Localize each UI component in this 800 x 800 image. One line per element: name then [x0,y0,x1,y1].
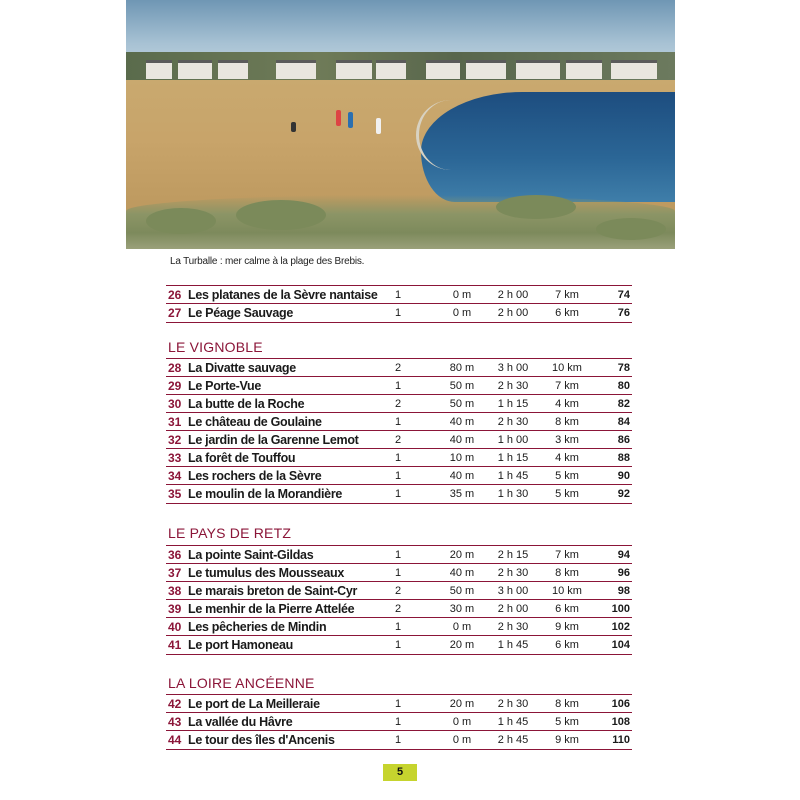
walk-elevation: 40 m [449,416,475,428]
table-row[interactable] [166,599,632,618]
walk-page: 92 [617,488,630,500]
walk-duration: 2 h 30 [497,621,529,633]
walk-distance: 7 km [555,380,579,392]
walk-difficulty: 2 [394,362,402,374]
photo-house [336,60,372,79]
walk-difficulty: 1 [394,698,402,710]
walk-name: Le Porte-Vue [188,379,262,393]
photo-shoreline [416,100,499,170]
walk-page: 94 [617,549,630,561]
walk-duration: 2 h 00 [497,603,529,615]
walk-duration: 1 h 45 [497,716,529,728]
walk-distance: 9 km [555,621,579,633]
walk-elevation: 0 m [452,716,472,728]
walk-difficulty: 1 [394,716,402,728]
photo-person [348,112,353,128]
walk-difficulty: 1 [394,621,402,633]
table-row[interactable] [166,484,632,504]
photo-house [426,60,460,79]
table-row[interactable] [166,466,632,485]
walk-distance: 6 km [555,639,579,651]
walk-elevation: 80 m [449,362,475,374]
section-title-loire-anceenne: LA LOIRE ANCÉENNE [168,675,315,691]
table-row[interactable] [166,376,632,395]
walk-elevation: 40 m [449,470,475,482]
photo-house [276,60,316,79]
photo-person [376,118,381,134]
walk-elevation: 0 m [452,307,472,319]
walk-name: La Divatte sauvage [188,361,296,375]
walk-page: 82 [617,398,630,410]
walk-name: Les pêcheries de Mindin [188,620,327,634]
table-row[interactable] [166,394,632,413]
walk-page: 80 [617,380,630,392]
photo-house [218,60,248,79]
walk-page: 98 [617,585,630,597]
photo-house [146,60,172,79]
walk-difficulty: 1 [394,470,402,482]
table-row[interactable] [166,694,632,713]
walk-number: 44 [168,733,182,747]
walk-number: 30 [168,397,182,411]
photo-bush [146,208,216,234]
walk-elevation: 40 m [449,434,475,446]
walk-elevation: 50 m [449,398,475,410]
walk-distance: 3 km [555,434,579,446]
walk-elevation: 50 m [449,585,475,597]
walk-name: Le jardin de la Garenne Lemot [188,433,359,447]
walk-page: 106 [611,698,630,710]
walk-duration: 2 h 30 [497,416,529,428]
walk-number: 32 [168,433,182,447]
walk-distance: 6 km [555,603,579,615]
walk-page: 96 [617,567,630,579]
walk-number: 39 [168,602,182,616]
walk-number: 37 [168,566,182,580]
walk-elevation: 20 m [449,698,475,710]
walk-duration: 1 h 45 [497,470,529,482]
walk-distance: 4 km [555,398,579,410]
walk-number: 29 [168,379,182,393]
walk-distance: 8 km [555,567,579,579]
walk-distance: 8 km [555,698,579,710]
photo-person [291,122,296,132]
walk-name: Les platanes de la Sèvre nantaise [188,288,378,302]
walk-number: 33 [168,451,182,465]
walk-name: Le tumulus des Mousseaux [188,566,345,580]
walk-name: La forêt de Touffou [188,451,296,465]
photo-house [376,60,406,79]
walk-difficulty: 2 [394,398,402,410]
walk-distance: 10 km [552,585,582,597]
table-row[interactable] [166,635,632,655]
walk-duration: 1 h 45 [497,639,529,651]
page-number-badge: 5 [383,764,417,781]
walk-distance: 5 km [555,716,579,728]
walk-page: 88 [617,452,630,464]
walk-number: 28 [168,361,182,375]
walk-difficulty: 2 [394,603,402,615]
walk-difficulty: 1 [394,380,402,392]
table-row[interactable] [166,285,632,304]
photo-house [566,60,602,79]
walk-difficulty: 1 [394,452,402,464]
walk-number: 27 [168,306,182,320]
walk-number: 35 [168,487,182,501]
photo-house [466,60,506,79]
walk-duration: 2 h 30 [497,380,529,392]
walk-difficulty: 1 [394,567,402,579]
walk-elevation: 0 m [452,621,472,633]
walk-name: Le Péage Sauvage [188,306,293,320]
photo-bush [496,195,576,219]
walk-number: 31 [168,415,182,429]
section-title-pays-de-retz: LE PAYS DE RETZ [168,525,292,541]
walk-name: Le port de La Meilleraie [188,697,320,711]
walk-duration: 2 h 15 [497,549,529,561]
walk-elevation: 35 m [449,488,475,500]
walk-name: Le port Hamoneau [188,638,293,652]
walk-page: 102 [611,621,630,633]
walk-difficulty: 2 [394,434,402,446]
walk-elevation: 30 m [449,603,475,615]
walk-elevation: 20 m [449,639,475,651]
walk-page: 100 [611,603,630,615]
table-row[interactable] [166,358,632,377]
walk-difficulty: 1 [394,416,402,428]
beach-photo [126,0,675,249]
walk-page: 86 [617,434,630,446]
walk-duration: 3 h 00 [497,585,529,597]
photo-person [336,110,341,126]
walk-difficulty: 1 [394,289,402,301]
walk-number: 34 [168,469,182,483]
walk-duration: 2 h 00 [497,289,529,301]
walk-page: 108 [611,716,630,728]
walk-elevation: 50 m [449,380,475,392]
walk-elevation: 0 m [452,289,472,301]
walk-difficulty: 2 [394,585,402,597]
walk-duration: 2 h 30 [497,698,529,710]
walk-name: Le marais breton de Saint-Cyr [188,584,358,598]
walk-name: La pointe Saint-Gildas [188,548,314,562]
walk-number: 38 [168,584,182,598]
walk-distance: 4 km [555,452,579,464]
walk-elevation: 0 m [452,734,472,746]
table-row[interactable] [166,412,632,431]
walk-difficulty: 1 [394,734,402,746]
walk-duration: 2 h 45 [497,734,529,746]
photo-house [611,60,657,79]
table-row[interactable] [166,430,632,449]
table-row[interactable] [166,448,632,467]
walk-page: 84 [617,416,630,428]
walk-duration: 3 h 00 [497,362,529,374]
walk-duration: 2 h 00 [497,307,529,319]
walk-name: Le moulin de la Morandière [188,487,343,501]
walk-difficulty: 1 [394,488,402,500]
photo-house [516,60,560,79]
walk-page: 74 [617,289,630,301]
walk-duration: 1 h 00 [497,434,529,446]
table-row[interactable] [166,581,632,600]
walk-name: Les rochers de la Sèvre [188,469,322,483]
walk-page: 90 [617,470,630,482]
walk-number: 43 [168,715,182,729]
walk-elevation: 10 m [449,452,475,464]
walk-name: Le château de Goulaine [188,415,322,429]
table-row[interactable] [166,563,632,582]
walk-distance: 7 km [555,289,579,301]
walk-page: 110 [612,734,630,746]
walk-distance: 7 km [555,549,579,561]
walk-number: 41 [168,638,182,652]
photo-bush [596,218,666,240]
photo-bush [236,200,326,230]
walk-duration: 1 h 15 [497,452,529,464]
table-row[interactable] [166,303,632,323]
walk-name: La butte de la Roche [188,397,305,411]
table-row[interactable] [166,617,632,636]
walk-number: 36 [168,548,182,562]
table-row[interactable] [166,712,632,731]
walk-difficulty: 1 [394,549,402,561]
walk-duration: 1 h 15 [497,398,529,410]
walk-difficulty: 1 [394,639,402,651]
table-row[interactable] [166,545,632,564]
walk-name: Le menhir de la Pierre Attelée [188,602,355,616]
walk-duration: 2 h 30 [497,567,529,579]
walk-number: 40 [168,620,182,634]
walk-page: 104 [611,639,630,651]
section-title-vignoble: LE VIGNOBLE [168,339,263,355]
walk-distance: 9 km [555,734,579,746]
walk-page: 78 [617,362,630,374]
walk-distance: 6 km [555,307,579,319]
walk-name: La vallée du Hâvre [188,715,293,729]
walk-difficulty: 1 [394,307,402,319]
walk-elevation: 40 m [449,567,475,579]
walk-number: 26 [168,288,182,302]
walk-duration: 1 h 30 [497,488,529,500]
table-row[interactable] [166,730,632,750]
walk-distance: 8 km [555,416,579,428]
walk-page: 76 [617,307,630,319]
walk-elevation: 20 m [449,549,475,561]
walk-distance: 5 km [555,488,579,500]
walk-number: 42 [168,697,182,711]
walk-distance: 10 km [552,362,582,374]
photo-house [178,60,212,79]
photo-caption: La Turballe : mer calme à la plage des Brebis. [170,256,365,267]
walk-distance: 5 km [555,470,579,482]
walk-name: Le tour des îles d'Ancenis [188,733,335,747]
